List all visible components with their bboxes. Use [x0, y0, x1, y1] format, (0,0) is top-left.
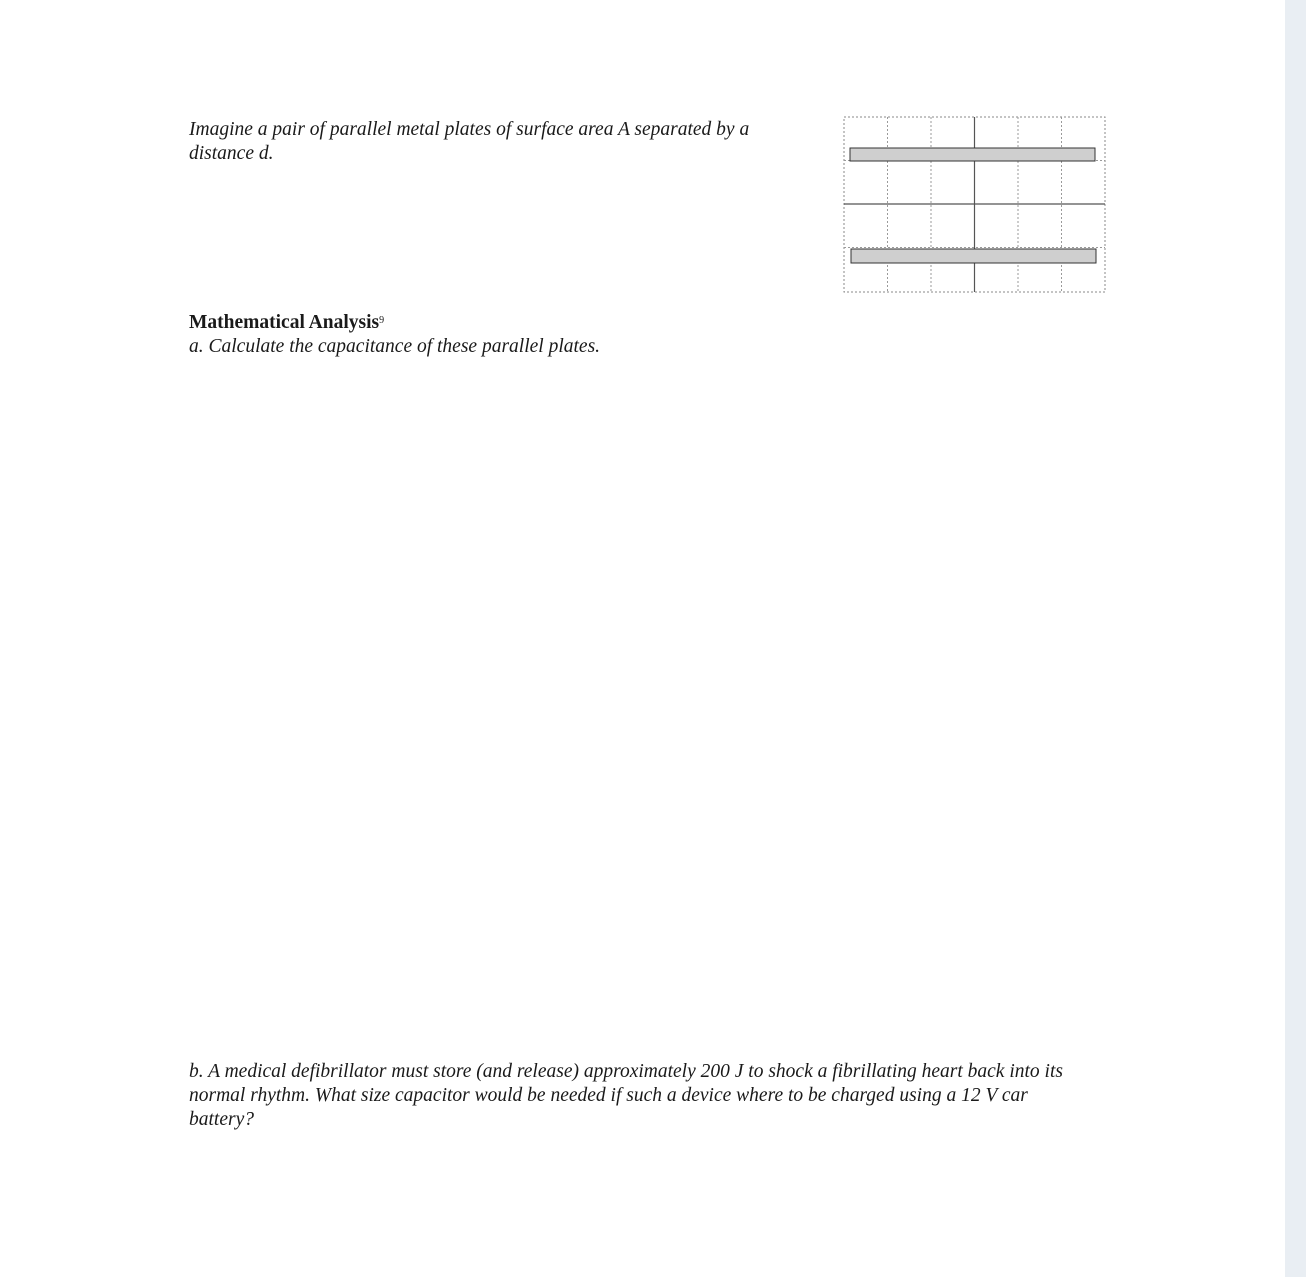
intro-paragraph: Imagine a pair of parallel metal plates of surface area A separated by a distance d. [189, 119, 750, 164]
parallel-plates-diagram [843, 116, 1106, 293]
viewer-margin [1285, 0, 1306, 1277]
question-b: b. A medical defibrillator must store (and release) approximately 200 J to shock a fibrillating heart back into its normal rhythm. What size capacitor would be needed if such a device where to be charged using a 12 V car battery? [189, 1061, 1063, 1130]
top-plate [850, 148, 1095, 161]
grid-lines [844, 117, 1105, 292]
section-heading-text: Mathematical Analysis [189, 312, 380, 333]
section-heading [189, 311, 384, 335]
bottom-plate [851, 249, 1096, 263]
footnote-marker: 9 [379, 315, 385, 326]
question-a: a. Calculate the capacitance of these parallel plates. [189, 336, 601, 357]
